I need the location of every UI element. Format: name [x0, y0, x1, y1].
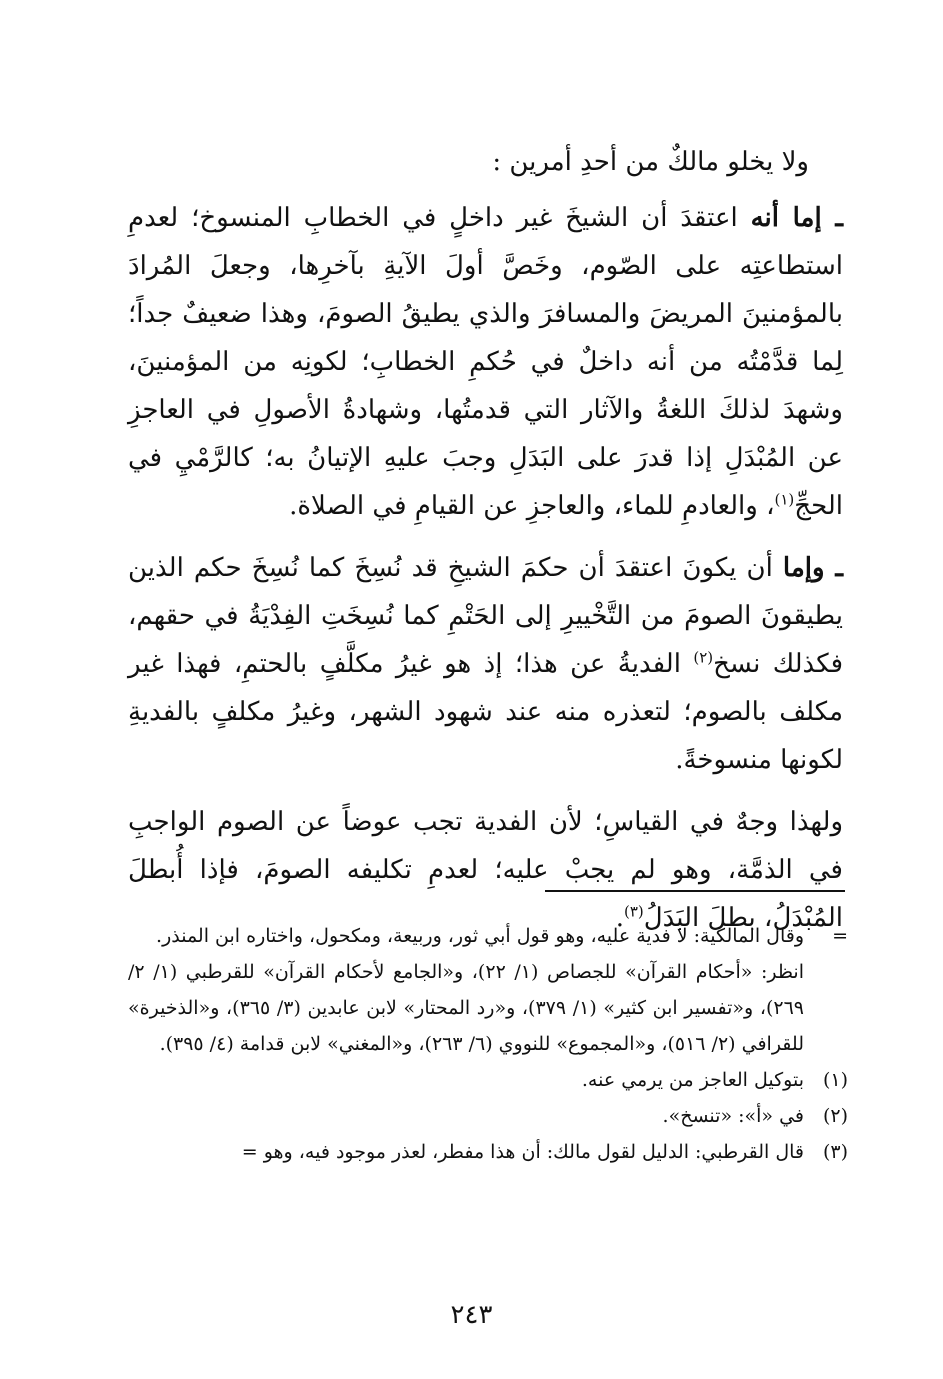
footnote-ref-2: (٢): [693, 648, 714, 667]
paragraph-2-text-a: أن يكونَ اعتقدَ أن حكمَ الشيخِ قد نُسِخَ كما نُسِخَ حكم الذين يطيقونَ الصومَ من التَّخْييرِ إلى الحَتْمِ كما نُسِخَتِ الفِدْيَةُ في حقهم، فكذلك نسخ: [128, 553, 843, 679]
footnote-2: [128, 1098, 848, 1134]
intro-line: ولا يخلو مالكٌ من أحدِ أمرين :: [492, 147, 809, 177]
footnote-references: [128, 954, 848, 1062]
footnote-text: في «أ»: «تنسخ».: [662, 1105, 804, 1127]
paragraph-2-text-b: الفديةُ عن هذا؛ إذ هو غيرُ مكلَّفٍ بالحتمِ، فهذا غير مكلف بالصوم؛ لتعذره منه عند شهود الشهر، وغيرُ مكلفٍ بالفديةِ لكونها منسوخةً.: [128, 649, 843, 775]
paragraph-2-lead: ـ وإما: [782, 553, 843, 583]
footnote-text: وقال المالكية: لا فدية عليه، وهو قول أبي ثور، وربيعة، ومكحول، واختاره ابن المنذر.: [156, 925, 804, 947]
footnote-ref-3: (٣): [623, 902, 644, 921]
paragraph-1-tail: ، والعادمِ للماء، والعاجزِ عن القيامِ في الصلاة.: [289, 491, 775, 521]
paragraph-3-tail: .: [615, 903, 624, 933]
footnote-continuation: [128, 918, 848, 954]
footnote-separator: [545, 890, 845, 892]
footnotes: [128, 918, 848, 1170]
paragraph-1-text: اعتقدَ أن الشيخَ غير داخلٍ في الخطابِ المنسوخ؛ لعدمِ استطاعتِه على الصّوم، وخَصَّ أولَ الآيةِ بآخرِها، وجعلَ المُرادَ بالمؤمنينَ المريضَ والمسافرَ والذي يطيقُ الصومَ، وهذا ضعيفٌ جداً؛ لِما قدَّمْتُه من أنه داخلٌ في حُكمِ الخطابِ؛ لكونِه من المؤمنينَ، وشهدَ لذلكَ اللغةُ والآثار التي قدمتُها، وشهادةُ الأصولِ في العاجزِ عن المُبْدَلِ إذا قدرَ على البَدَلِ وجبَ عليهِ الإتيانُ به؛ كالرَّمْيِ في الحجِّ: [128, 203, 843, 521]
page-number: ٢٤٣: [450, 1300, 493, 1330]
footnote-text: قال القرطبي: الدليل لقول مالك: أن هذا مفطر، لعذر موجود فيه، وهو =: [241, 1141, 804, 1163]
footnote-mark: (٢): [822, 1105, 848, 1127]
footnote-ref-1: (١): [774, 490, 795, 509]
paragraph-1-lead: ـ إما أنه: [750, 203, 843, 233]
footnote-text: بتوكيل العاجز من يرمي عنه.: [581, 1069, 804, 1091]
footnote-mark: (٣): [822, 1141, 848, 1163]
footnote-mark: (١): [822, 1069, 848, 1091]
footnote-text: انظر: «أحكام القرآن» للجصاص (١/ ٢٢)، و«الجامع لأحكام القرآن» للقرطبي (١/ ٢/ ٢٦٩)، و«تفسير ابن كثير» (١/ ٣٧٩)، و«رد المحتار» لابن عابدين (٣/ ٣٦٥)، و«الذخيرة» للقرافي (٢/ ٥١٦)، و«المجموع» للنووي (٦/ ٢٦٣)، و«المغني» لابن قدامة (٤/ ٣٩٥).: [128, 961, 804, 1055]
paragraph-3-text: ولهذا وجهٌ في القياسِ؛ لأن الفدية تجب عوضاً عن الصوم الواجبِ في الذمَّة، وهو لم يجبْ عليه؛ لعدمِ تكليفه الصومَ، فإذا أُبطلَ المُبْدَلُ، بطلَ البَدَلُ: [128, 807, 843, 933]
main-text: [128, 138, 843, 956]
paragraph-1: [128, 194, 843, 530]
footnote-3: [128, 1134, 848, 1170]
footnote-mark: =: [832, 925, 848, 947]
paragraph-2: [128, 544, 843, 784]
footnote-1: [128, 1062, 848, 1098]
